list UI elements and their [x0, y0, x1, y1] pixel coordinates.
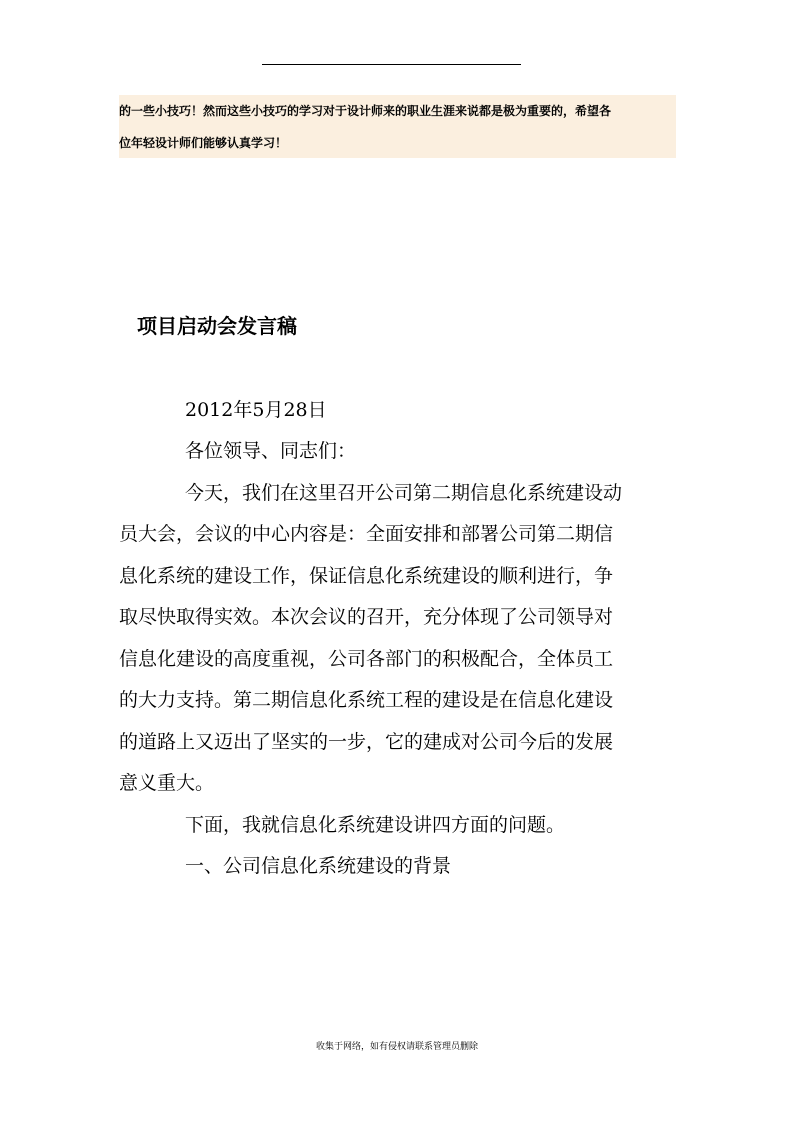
section-heading-1: 一、公司信息化系统建设的背景	[185, 855, 452, 877]
salutation: 各位领导、同志们：	[185, 440, 357, 462]
paragraph-2: 下面，我就信息化系统建设讲四方面的问题。	[185, 814, 566, 836]
paragraph-line: 信息化建设的高度重视，公司各部门的积极配合，全体员工	[119, 648, 614, 670]
paragraph-line: 的道路上又迈出了坚实的一步，它的建成对公司今后的发展	[119, 731, 614, 753]
paragraph-line: 员大会，会议的中心内容是：全面安排和部署公司第二期信	[119, 523, 614, 545]
notice-line-1: 的一些小技巧！然而这些小技巧的学习对于设计师来的职业生涯来说都是极为重要的，希望各	[119, 104, 612, 118]
notice-line-2: 位年轻设计师们能够认真学习！	[119, 136, 288, 150]
paragraph-line: 意义重大。	[119, 772, 215, 794]
header-rule	[262, 64, 521, 65]
paragraph-line: 取尽快取得实效。本次会议的召开，充分体现了公司领导对	[119, 606, 614, 628]
paragraph-line: 的大力支持。第二期信息化系统工程的建设是在信息化建设	[119, 689, 614, 711]
paragraph-line: 今天，我们在这里召开公司第二期信息化系统建设动	[185, 482, 623, 504]
paragraph-line: 息化系统的建设工作，保证信息化系统建设的顺利进行，争	[119, 565, 614, 587]
footer-note: 收集于网络，如有侵权请联系管理员删除	[315, 1042, 478, 1052]
document-date: 2012年5月28日	[185, 399, 327, 421]
document-title: 项目启动会发言稿	[137, 314, 297, 338]
notice-banner	[119, 95, 676, 158]
